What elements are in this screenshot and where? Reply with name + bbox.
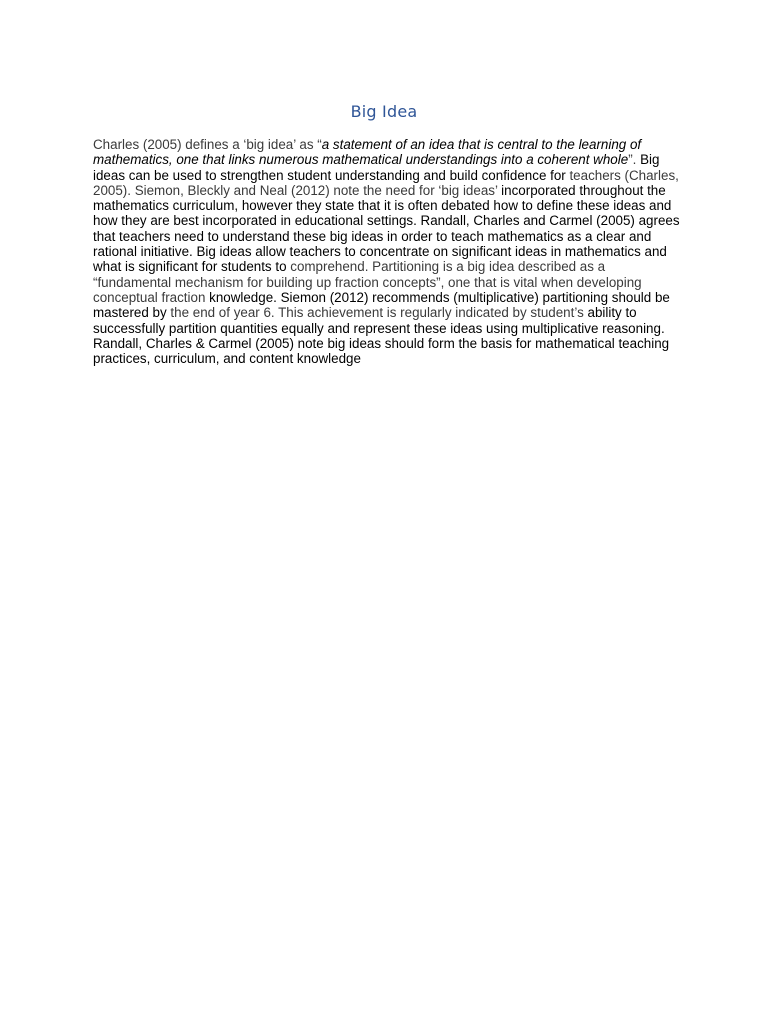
quoted-definition: a statement of an idea that is central to the learning of mathematics, one that links numerous mathematical understandings into a coherent whole [93,137,642,168]
text-span: ability to successfully partition quantities equally and represent these ideas using multiplicative reasoning. Randall, Charles & Carmel (2005) note big ideas should form the basis for mathematical teaching practices, curriculum, and content knowledge [93,305,670,367]
text-span: incorporated throughout the mathematics curriculum, however they state that it is often debated how to define these ideas and how they are best incorporated in educational settings. Randall, Charles and Carmel (2005) agrees that teachers need to understand these big ideas in order to teach mathematics as a clear and rational initiative. Big ideas allow teachers to concentrate on significant ideas in mathematics and what is significant for students to [93,182,680,275]
text-span: teachers (Charles, 2005). Siemon, Bleckly and Neal (2012) note the need for ‘big ideas’ [93,167,679,198]
text-span: Charles (2005) defines a ‘big idea’ as “ [93,137,322,152]
text-span: ”. [628,152,637,168]
text-span: comprehend. Partitioning is a big idea described as a “fundamental mechanism for building up fraction concepts”, one that is vital when developing conceptual fraction [93,259,642,305]
body-paragraph [93,137,683,366]
text-span: knowledge. Siemon (2012) recommends (multiplicative) partitioning should be mastered by [93,289,670,321]
page-title: Big Idea [350,102,418,121]
text-span: Big ideas can be used to strengthen student understanding and build confidence for [93,152,660,183]
text-span: the end of year 6. This achievement is regularly indicated by student’s [166,305,584,321]
